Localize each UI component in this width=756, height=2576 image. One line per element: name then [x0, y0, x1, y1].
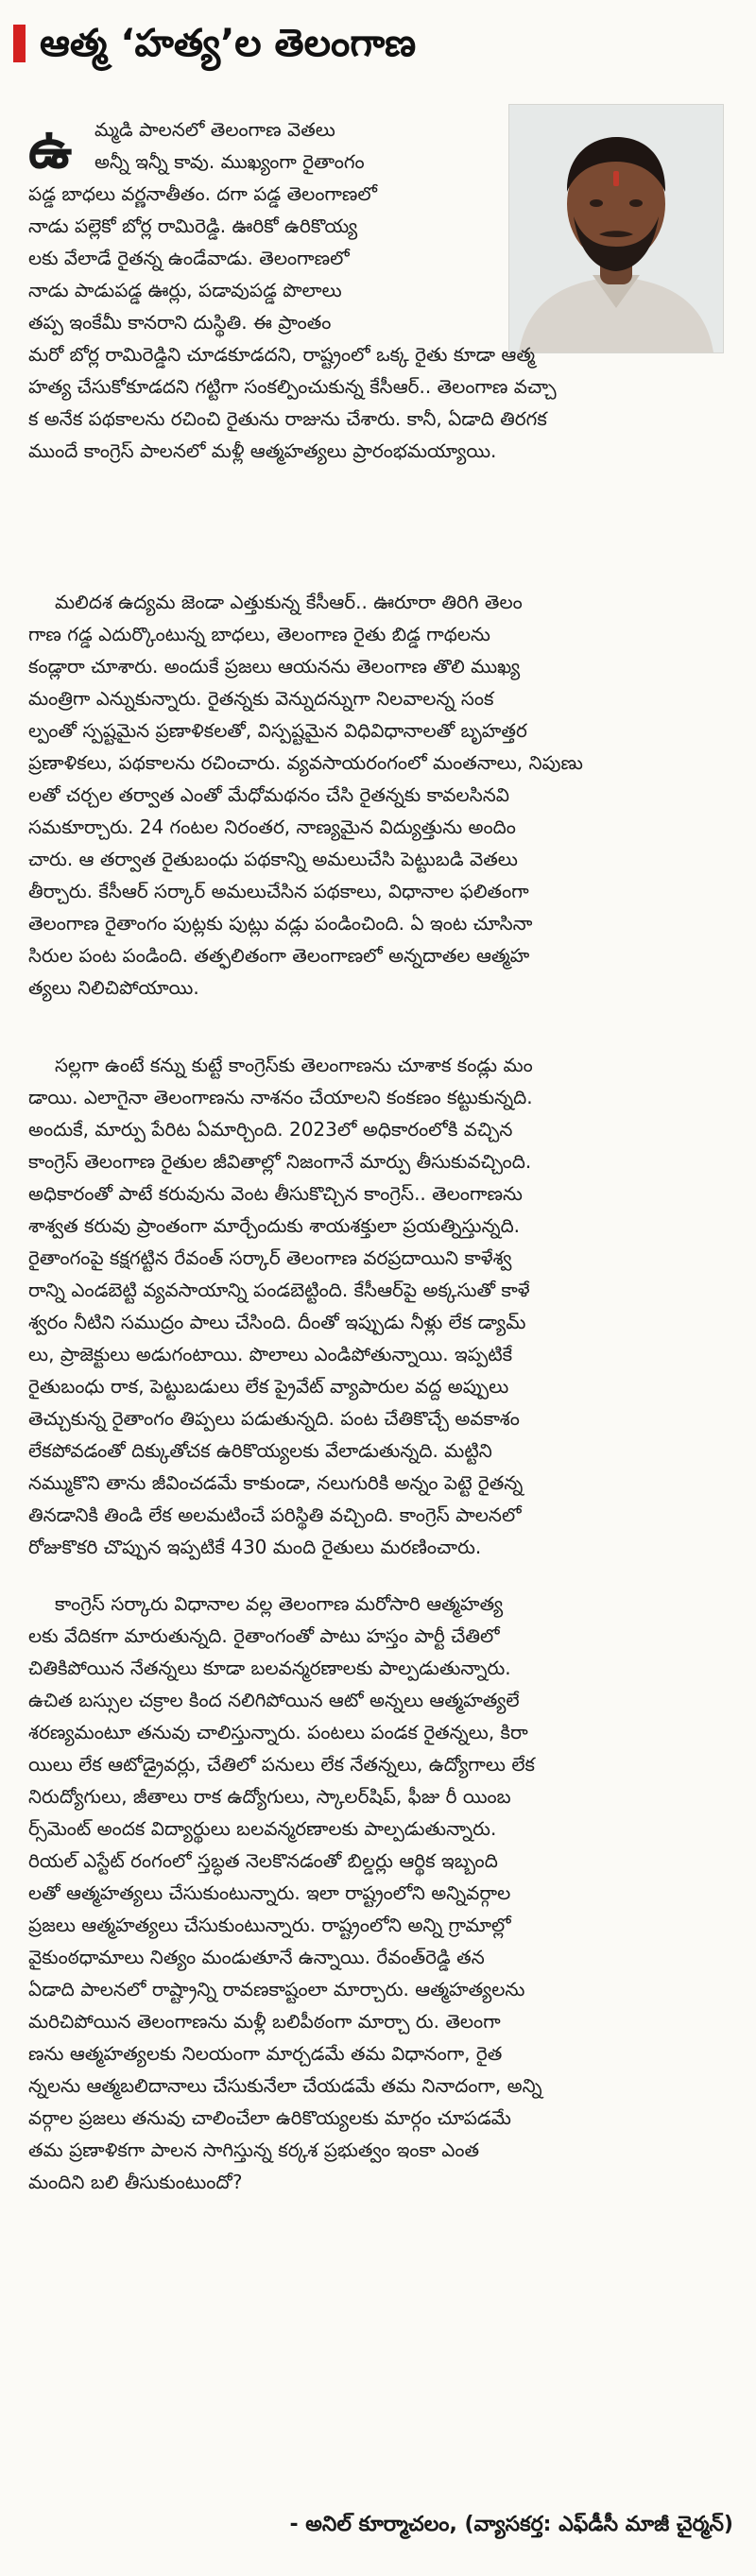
text-line: లకు వేదికగా మారుతున్నది. రైతాంగంతో పాటు హస్తం పార్టీ చేతిలో — [28, 1624, 500, 1647]
text-line: మరో బోర్ల రామిరెడ్డిని చూడకూడదని, రాష్ట్రంలో ఒక్క రైతు కూడా ఆత్మ — [28, 343, 536, 366]
text-line: ప్రణాళికలు, పథకాలను రచించారు. వ్యవసాయరంగంలో మంతనాలు, నిపుణు — [28, 751, 583, 774]
text-line: గాణ గడ్డ ఎదుర్కొంటున్న బాధలు, తెలంగాణ రైతు బిడ్డ గాథలను — [28, 623, 490, 645]
text-line: కాంగ్రెస్ తెలంగాణ రైతుల జీవితాల్లో నిజంగానే మార్పు తీసుకువచ్చింది. — [28, 1150, 532, 1173]
author-byline: - అనిల్ కూర్మాచలం, (వ్యాసకర్త: ఎఫ్‌డీసీ మాజీ చైర్మన్) — [289, 2513, 733, 2536]
text-line: తీర్చారు. కేసీఆర్ సర్కార్ అమలుచేసిన పథకాలు, విధానాల ఫలితంగా — [28, 880, 529, 902]
text-line: వైకుంఠధామాలు నిత్యం మండుతూనే ఉన్నాయి. రేవంత్‌రెడ్డి తన — [28, 1946, 485, 1968]
text-line: యిలు లేక ఆటోడ్రైవర్లు, చేతిలో పనులు లేక నేతన్నలు, ఉద్యోగాలు లేక — [28, 1753, 535, 1776]
text-line: లకు వేలాడే రైతన్న ఉండేవాడు. తెలంగాణలో — [28, 247, 350, 269]
text-line: శరణ్యమంటూ తనువు చాలిస్తున్నారు. పంటలు పండక రైతన్నలు, కిరా — [28, 1721, 528, 1743]
paragraph-2 — [28, 586, 733, 1004]
text-line: తినడానికి తిండి లేక అలమటించే పరిస్థితి వచ్చింది. కాంగ్రెస్ పాలనలో — [28, 1503, 522, 1526]
text-line: ప్రజలు ఆత్మహత్యలు చేసుకుంటున్నారు. రాష్ట్రంలోని అన్ని గ్రామాల్లో — [28, 1914, 511, 1936]
text-line: రైతాంగంపై కక్షగట్టిన రేవంత్ సర్కార్ తెలంగాణ వరప్రదాయిని కాళేశ్వ — [28, 1246, 512, 1269]
text-line: శాశ్వత కరువు ప్రాంతంగా మార్చేందుకు శాయశక్తులా ప్రయత్నిస్తున్నది. — [28, 1214, 521, 1237]
text-line: సమకూర్చారు. 24 గంటల నిరంతర, నాణ్యమైన విద్యుత్తును అందిం — [28, 816, 516, 838]
text-line: న్నలను ఆత్మబలిదానాలు చేసుకునేలా చేయడమే తమ నినాదంగా, అన్ని — [28, 2074, 542, 2097]
text-line: ముందే కాంగ్రెస్ పాలనలో మళ్లీ ఆత్మహత్యలు ప్రారంభమయ్యాయి. — [28, 439, 497, 462]
paragraph-4 — [28, 1588, 733, 2198]
text-line: మరిచిపోయిన తెలంగాణను మళ్లీ బలిపీఠంగా మార్చా రు. తెలంగా — [28, 2010, 501, 2033]
text-line: నాడు పాడుపడ్డ ఊర్లు, పడావుపడ్డ పొలాలు — [28, 279, 342, 301]
text-line: కండ్లారా చూశారు. అందుకే ప్రజలు ఆయనను తెలంగాణ తొలి ముఖ్య — [28, 655, 521, 678]
article-headline: ఆత్మ ‘హత్య’ల తెలంగాణ — [40, 22, 417, 65]
text-line: తమ ప్రణాళికగా పాలన సాగిస్తున్న కర్కశ ప్రభుత్వం ఇంకా ఎంత — [28, 2138, 480, 2161]
text-line: తెచ్చుకున్న రైతాంగం తిప్పలు పడుతున్నది. పంట చేతికొచ్చే అవకాశం — [28, 1407, 520, 1430]
text-line: మందిని బలి తీసుకుంటుందో? — [28, 2171, 243, 2193]
text-line: డాయి. ఎలాగైనా తెలంగాణను నాశనం చేయాలని కంకణం కట్టుకున్నది. — [28, 1086, 533, 1108]
text-line: క అనేక పథకాలను రచించి రైతును రాజును చేశారు. కానీ, ఏడాది తిరగక — [28, 407, 547, 430]
text-line: ఉచిత బస్సుల చక్రాల కింద నలిగిపోయిన ఆటో అన్నలు ఆత్మహత్యలే — [28, 1689, 520, 1711]
text-line: మంత్రిగా ఎన్నుకున్నారు. రైతన్నకు వెన్నుదన్నుగా నిలవాలన్న సంక — [28, 687, 494, 710]
text-line: త్యలు నిలిచిపోయాయి. — [28, 976, 199, 999]
text-line: ర్స్‌మెంట్ అందక విద్యార్థులు బలవన్మరణాలకు పాల్పడుతున్నారు. — [28, 1817, 497, 1840]
text-line: పడ్డ బాధలు వర్ణనాతీతం. దగా పడ్డ తెలంగాణలో — [28, 182, 377, 205]
text-line: నమ్ముకొని తాను జీవించడమే కాకుండా, నలుగురికి అన్నం పెట్టె రైతన్న — [28, 1471, 524, 1494]
text-line: చారు. ఆ తర్వాత రైతుబంధు పథకాన్ని అమలుచేసి పెట్టుబడి వెతలు — [28, 848, 518, 870]
paragraph-3 — [28, 1049, 733, 1563]
text-line: తప్ప ఇంకేమీ కానరాని దుస్థితి. ఈ ప్రాంతం — [28, 311, 332, 334]
text-line: కాంగ్రెస్ సర్కారు విధానాల వల్ల తెలంగాణ మరోసారి ఆత్మహత్య — [55, 1592, 504, 1615]
text-line: లు, ప్రాజెక్టులు అడుగంటాయి. పొలాలు ఎండిపోతున్నాయి. ఇప్పటికే — [28, 1343, 513, 1365]
text-line: మ్మడి పాలనలో తెలంగాణ వెతలు — [94, 118, 335, 141]
text-line: చితికిపోయిన నేతన్నలు కూడా బలవన్మరణాలకు పాల్పడుతున్నారు. — [28, 1657, 511, 1679]
paragraph-1 — [28, 113, 733, 467]
text-line: ల్పంతో స్పష్టమైన ప్రణాళికలతో, విస్పష్టమైన విధివిధానాలతో బృహత్తర — [28, 719, 527, 742]
red-accent-bar — [13, 25, 26, 62]
text-line: సిరుల పంట పండింది. తత్ఫలితంగా తెలంగాణలో అన్నదాతల ఆత్మహ — [28, 944, 530, 967]
text-line: అధికారంతో పాటే కరువును వెంట తీసుకొచ్చిన కాంగ్రెస్.. తెలంగాణను — [28, 1182, 523, 1205]
text-line: ఏడాది పాలనలో రాష్ట్రాన్ని రావణకాష్టంలా మార్చారు. ఆత్మహత్యలను — [28, 1978, 525, 2001]
text-line: నిరుద్యోగులు, జీతాలు రాక ఉద్యోగులు, స్కాలర్‌షిప్, ఫీజు రీ యింబ — [28, 1785, 511, 1808]
article-header — [0, 17, 756, 77]
text-line: రియల్ ఎస్టేట్ రంగంలో స్తబ్ధత నెలకొనడంతో బిల్డర్లు ఆర్థిక ఇబ్బంది — [28, 1849, 498, 1872]
text-line: అన్నీ ఇన్నీ కావు. ముఖ్యంగా రైతాంగం — [94, 150, 365, 173]
text-line: రోజుకొకరి చొప్పున ఇప్పటికే 430 మంది రైతులు మరణించారు. — [28, 1536, 482, 1558]
text-line: సల్లగా ఉంటే కన్ను కుట్టే కాంగ్రెస్‌కు తెలంగాణను చూశాక కండ్లు మం — [55, 1054, 533, 1076]
text-line: హత్య చేసుకోకూడదని గట్టిగా సంకల్పించుకున్న కేసీఆర్.. తెలంగాణ వచ్చా — [28, 375, 557, 398]
drop-cap: ఉ — [28, 116, 73, 180]
text-line: వర్గాల ప్రజలు తనువు చాలించేలా ఉరికొయ్యలకు మార్గం చూపడమే — [28, 2106, 511, 2129]
text-line: రైతుబంధు రాక, పెట్టుబడులు లేక ప్రైవేట్ వ్యాపారుల వద్ద అప్పులు — [28, 1375, 509, 1398]
text-line: ణను ఆత్మహత్యలకు నిలయంగా మార్చడమే తమ విధానంగా, రైత — [28, 2042, 503, 2065]
text-line: శ్వరం నీటిని సముద్రం పాలు చేసింది. దీంతో ఇప్పుడు నీళ్లు లేక డ్యామ్ — [28, 1311, 526, 1333]
text-line: తెలంగాణ రైతాంగం పుట్లకు పుట్లు వడ్లు పండించింది. ఏ ఇంట చూసినా — [28, 912, 533, 935]
text-line: అందుకే, మార్పు పేరిట ఏమార్చింది. 2023లో అధికారంలోకి వచ్చిన — [28, 1118, 513, 1141]
text-line: లతో చర్చల తర్వాత ఎంతో మేధోమథనం చేసి రైతన్నకు కావలసినవి — [28, 783, 510, 806]
text-line: రాన్ని ఎండబెట్టి వ్యవసాయాన్ని పండబెట్టింది. కేసీఆర్‌పై అక్కసుతో కాళే — [28, 1279, 530, 1301]
text-line: నాడు పల్లెకో బోర్ల రామిరెడ్డి. ఊరికో ఉరికొయ్య — [28, 215, 358, 237]
text-line: లతో ఆత్మహత్యలు చేసుకుంటున్నారు. ఇలా రాష్ట్రంలోని అన్నివర్గాల — [28, 1881, 511, 1904]
text-line: మలిదశ ఉద్యమ జెండా ఎత్తుకున్న కేసీఆర్.. ఊరూరా తిరిగి తెలం — [55, 591, 523, 613]
text-line: లేకపోవడంతో దిక్కుతోచక ఉరికొయ్యలకు వేలాడుతున్నది. మట్టిని — [28, 1439, 492, 1462]
